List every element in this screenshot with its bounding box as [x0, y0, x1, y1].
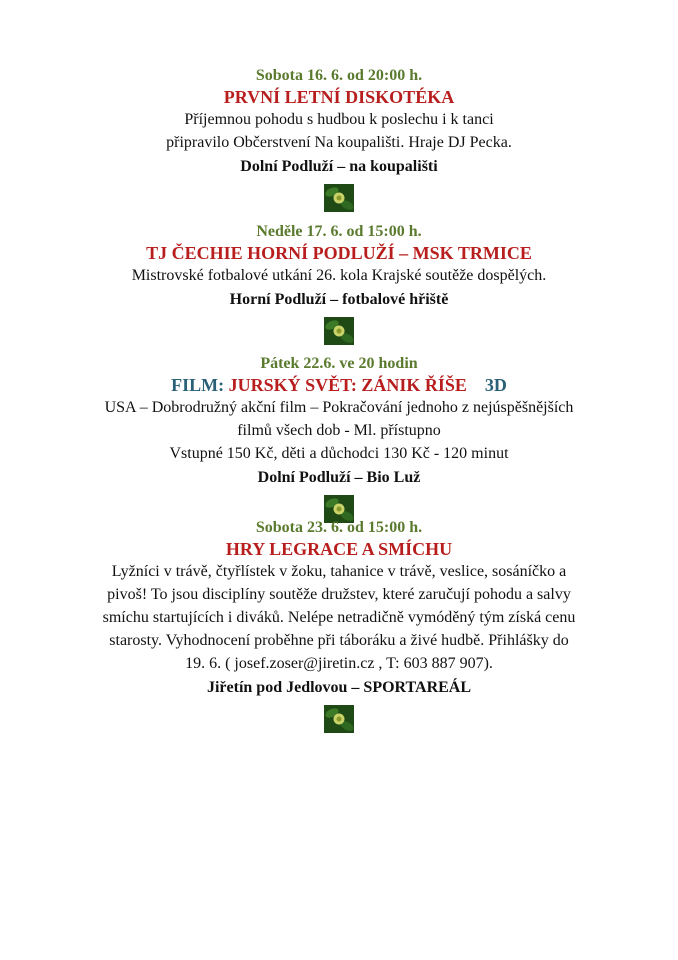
- event-4-desc-line-5: 19. 6. ( josef.zoser@jiretin.cz , T: 603 887 907).: [185, 655, 493, 672]
- event-3-date: Pátek 22.6. ve 20 hodin: [260, 355, 418, 372]
- event-1: [0, 66, 678, 212]
- flower-icon: [324, 184, 354, 212]
- event-4-place: Jiřetín pod Jedlovou – SPORTAREÁL: [206, 679, 472, 696]
- event-3-desc-line-3: Vstupné 150 Kč, děti a důchodci 130 Kč - 120 minut: [169, 445, 509, 462]
- event-3-title-main: JURSKÝ SVĚT: ZÁNIK ŘÍŠE: [228, 375, 467, 395]
- event-4-date: Sobota 23. 6. od 15:00 h.: [255, 519, 423, 536]
- event-2-title: TJ ČECHIE HORNÍ PODLUŽÍ – MSK TRMICE: [146, 243, 532, 263]
- flower-icon: [324, 705, 354, 733]
- event-4-desc-line-2: pivoš! To jsou disciplíny soutěže družstev, které zaručují pohodu a salvy: [107, 586, 571, 603]
- event-4-desc-line-4: starosty. Vyhodnocení proběhne při táboráku a živé hudbě. Přihlášky do: [109, 632, 569, 649]
- event-4-desc-line-3: smíchu startujících i diváků. Nelépe netradičně vymóděný tým získá cenu: [102, 609, 576, 626]
- event-1-place: Dolní Podluží – na koupališti: [240, 158, 438, 175]
- event-3: [0, 354, 678, 523]
- event-3-place: Dolní Podluží – Bio Luž: [257, 469, 421, 486]
- flower-icon: [324, 317, 354, 345]
- event-4: [0, 518, 678, 733]
- event-1-desc-line-1: Příjemnou pohodu s hudbou k poslechu i k tanci: [184, 111, 494, 128]
- event-2: [0, 222, 678, 345]
- event-3-title: [0, 374, 678, 396]
- event-2-place: Horní Podluží – fotbalové hřiště: [229, 291, 449, 308]
- event-2-date: Neděle 17. 6. od 15:00 h.: [256, 223, 422, 240]
- event-2-desc-line-1: Mistrovské fotbalové utkání 26. kola Krajské soutěže dospělých.: [131, 267, 547, 284]
- event-1-title: PRVNÍ LETNÍ DISKOTÉKA: [223, 87, 455, 107]
- event-3-title-prefix: FILM:: [171, 375, 225, 395]
- event-1-date: Sobota 16. 6. od 20:00 h.: [255, 67, 423, 84]
- event-3-desc-line-1: USA – Dobrodružný akční film – Pokračování jednoho z nejúspěšnějších: [104, 399, 574, 416]
- event-4-desc-line-1: Lyžníci v trávě, čtyřlístek v žoku, tahanice v trávě, veslice, sosáníčko a: [111, 563, 567, 580]
- event-1-desc-line-2: připravilo Občerstvení Na koupališti. Hraje DJ Pecka.: [166, 134, 512, 151]
- event-3-desc-line-2: filmů všech dob - Ml. přístupno: [237, 422, 441, 439]
- event-3-title-tag: 3D: [484, 375, 507, 395]
- event-4-title: HRY LEGRACE A SMÍCHU: [225, 539, 453, 559]
